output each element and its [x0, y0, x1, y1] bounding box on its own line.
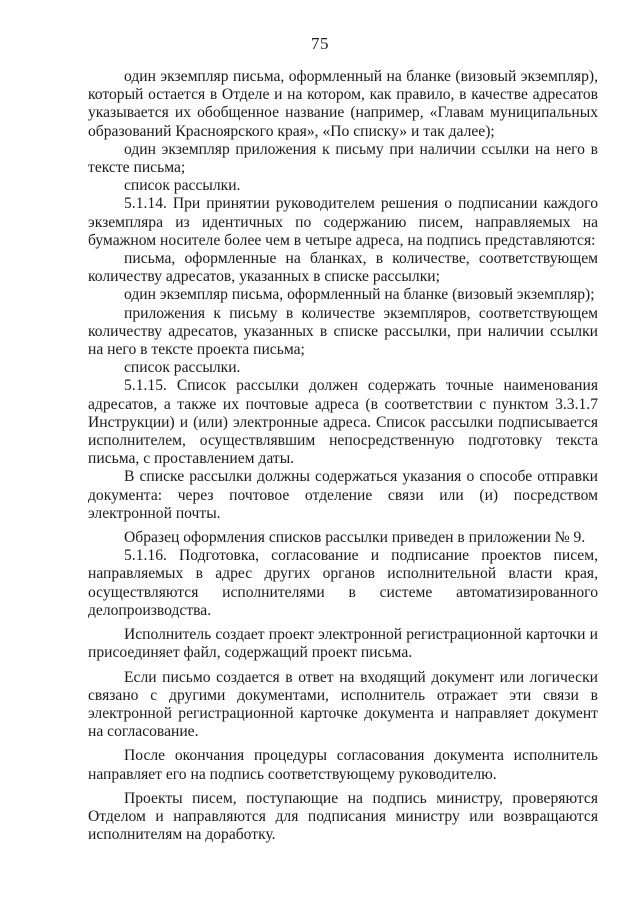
paragraph: Если письмо создается в ответ на входящий документ или логически связано с другими документами, исполнитель отражает эти связи в электронной регистрационной карточке документа и направляет документ на согласование.	[88, 668, 598, 741]
paragraph: После окончания процедуры согласования документа исполнитель направляет его на подпись соответствующему руководителю.	[88, 747, 598, 783]
paragraph: список рассылки.	[124, 359, 241, 377]
paragraph: список рассылки.	[124, 177, 241, 195]
page-body	[88, 68, 598, 844]
page-number: 75	[311, 34, 329, 53]
paragraph: один экземпляр письма, оформленный на бланке (визовый экземпляр), который остается в Отделе и на котором, как правило, в качестве адресатов указывается их обобщенное название (например, «Главам муниципальных образований Красноярского края», «По списку» и так далее);	[88, 68, 598, 140]
paragraph: приложения к письму в количестве экземпляров, соответствующем количеству адресатов, указанных в списке рассылки, при наличии ссылки на него в тексте проекта письма;	[88, 304, 598, 359]
paragraph: В списке рассылки должны содержаться указания о способе отправки документа: через почтовое отделение связи или (и) посредством электронной почты.	[88, 468, 598, 522]
paragraph: один экземпляр письма, оформленный на бланке (визовый экземпляр);	[124, 286, 595, 304]
paragraph: 5.1.14. При принятии руководителем решения о подписании каждого экземпляра из идентичных по содержанию писем, направляемых на бумажном носителе более чем в четыре адреса, на подпись представляются:	[88, 195, 598, 249]
paragraph: Проекты писем, поступающие на подпись министру, проверяются Отделом и направляются для подписания министру или возвращаются исполнителям на доработку.	[88, 789, 598, 844]
paragraph: письма, оформленные на бланках, в количестве, соответствующем количеству адресатов, указанных в списке рассылки;	[88, 250, 598, 286]
paragraph: 5.1.16. Подготовка, согласование и подписание проектов писем, направляемых в адрес других органов исполнительной власти края, осуществляются исполнителями в системе автоматизированного делопроизводства.	[88, 547, 598, 619]
paragraph: Образец оформления списков рассылки приведен в приложении № 9.	[124, 529, 586, 547]
paragraph: один экземпляр приложения к письму при наличии ссылки на него в тексте письма;	[88, 140, 598, 177]
paragraph: Исполнитель создает проект электронной регистрационной карточки и присоединяет файл, содержащий проект письма.	[88, 626, 598, 662]
paragraph: 5.1.15. Список рассылки должен содержать точные наименования адресатов, а также их почтовые адреса (в соответствии с пунктом 3.3.1.7 Инструкции) и (или) электронные адреса. Список рассылки подписывается исполнителем, осуществлявшим непосредственную подготовку текста письма, с проставлением даты.	[88, 377, 598, 468]
